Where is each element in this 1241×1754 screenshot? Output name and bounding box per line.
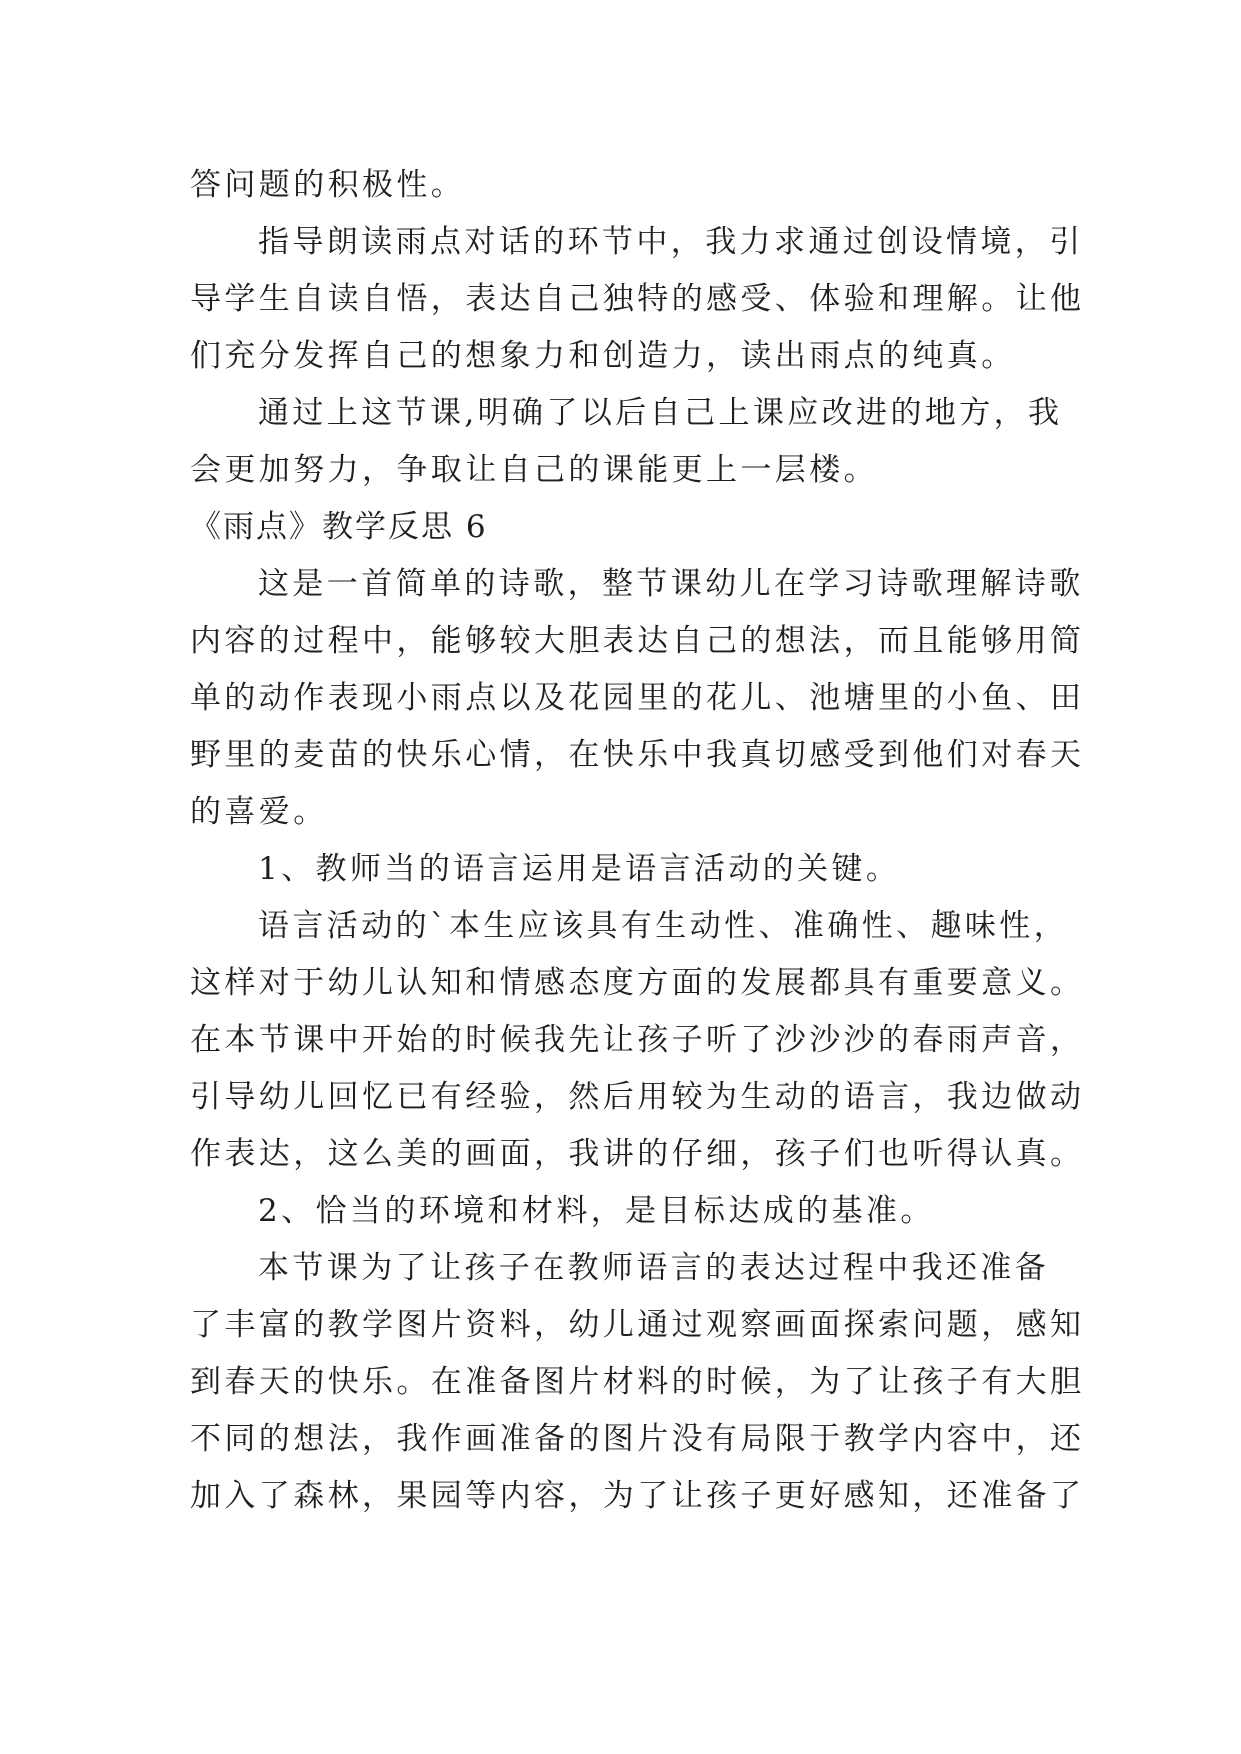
paragraph-line: 加入了森林，果园等内容，为了让孩子更好感知，还准备了: [190, 1478, 1085, 1514]
paragraph-line: 这样对于幼儿认知和情感态度方面的发展都具有重要意义。: [190, 965, 1085, 1001]
paragraph-line: 野里的麦苗的快乐心情，在快乐中我真切感受到他们对春天: [190, 737, 1085, 773]
paragraph-line: 引导幼儿回忆已有经验，然后用较为生动的语言，我边做动: [190, 1079, 1085, 1115]
paragraph-line: 的喜爱。: [190, 794, 328, 830]
paragraph-line: 指导朗读雨点对话的环节中，我力求通过创设情境，引: [258, 224, 1084, 260]
paragraph-line: 答问题的积极性。: [190, 167, 466, 203]
paragraph-line: 本节课为了让孩子在教师语言的表达过程中我还准备: [258, 1250, 1050, 1286]
paragraph-line: 不同的想法，我作画准备的图片没有局限于教学内容中，还: [190, 1421, 1085, 1457]
paragraph-line: 这是一首简单的诗歌，整节课幼儿在学习诗歌理解诗歌: [258, 566, 1084, 602]
paragraph-line: 们充分发挥自己的想象力和创造力，读出雨点的纯真。: [190, 338, 1016, 374]
list-item-heading: 2、恰当的环境和材料，是目标达成的基准。: [258, 1193, 935, 1229]
paragraph-line: 导学生自读自悟，表达自己独特的感受、体验和理解。让他: [190, 281, 1085, 317]
paragraph-line: 通过上这节课,明确了以后自己上课应改进的地方，我: [258, 395, 1063, 431]
paragraph-line: 内容的过程中，能够较大胆表达自己的想法，而且能够用简: [190, 623, 1085, 659]
list-item-heading: 1、教师当的语言运用是语言活动的关键。: [258, 851, 901, 887]
paragraph-line: 单的动作表现小雨点以及花园里的花儿、池塘里的小鱼、田: [190, 680, 1085, 716]
paragraph-line: 到春天的快乐。在准备图片材料的时候，为了让孩子有大胆: [190, 1364, 1085, 1400]
section-heading: 《雨点》教学反思 6: [190, 509, 488, 545]
paragraph-line: 作表达，这么美的画面，我讲的仔细，孩子们也听得认真。: [190, 1136, 1085, 1172]
paragraph-line: 语言活动的`本生应该具有生动性、准确性、趣味性，: [258, 908, 1069, 944]
paragraph-line: 会更加努力，争取让自己的课能更上一层楼。: [190, 452, 878, 488]
paragraph-line: 在本节课中开始的时候我先让孩子听了沙沙沙的春雨声音，: [190, 1022, 1085, 1058]
paragraph-line: 了丰富的教学图片资料，幼儿通过观察画面探索问题，感知: [190, 1307, 1085, 1343]
